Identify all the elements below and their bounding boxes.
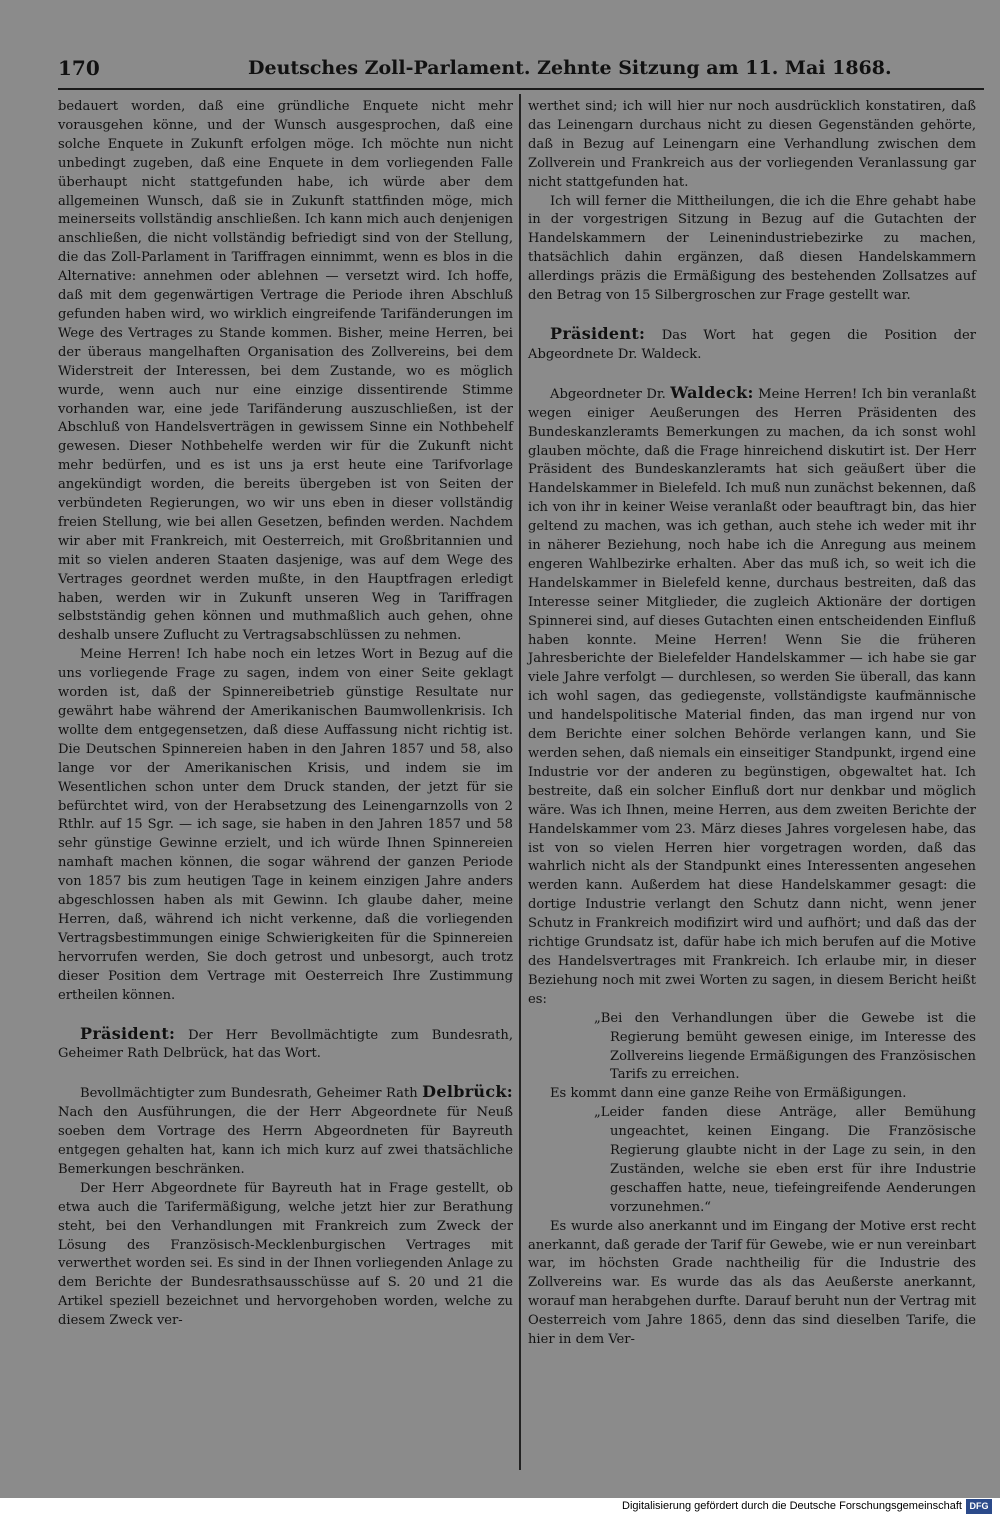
paragraph xyxy=(528,1218,976,1350)
speaker-name: Präsident: xyxy=(550,323,646,343)
paragraph-text: Ich will ferner die Mittheilungen, die ich die Ehre gehabt habe in der vorgestrigen Sitzung in Bezug auf die Gutachten der Handelskammern der Leinenindustriebezirke zu machen, thatsächlich dahin ergänzen, daß diesen Handelskammern allerdings präzis die Ermäßigung des bestehenden Zollsatzes auf den Betrag von 15 Silbergroschen zur Frage gestellt war. xyxy=(528,193,976,304)
paragraph-text: werthet sind; ich will hier nur noch ausdrücklich konstatiren, daß das Leinengarn durchaus nicht zu diesen Gegenständen gehörte, daß in Bezug auf Leinengarn eine Verhandlung zwischen dem Zollverein und Frankreich aus der vorliegenden Veranlassung gar nicht stattgefunden hat. xyxy=(528,99,976,190)
speaker-title: Bevollmächtigter zum Bundesrath, Geheimer Rath xyxy=(80,1086,423,1102)
paragraph-text: Der Herr Bevollmächtigte zum Bundesrath, Geheimer Rath Delbrück, hat das Wort. xyxy=(58,1027,513,1062)
paragraph xyxy=(528,193,976,306)
page-header xyxy=(58,56,984,84)
speaker-paragraph xyxy=(528,325,976,365)
speaker-name: Waldeck: xyxy=(670,382,754,402)
paragraph xyxy=(58,1180,513,1331)
paragraph xyxy=(528,1085,976,1104)
speaker-name: Präsident: xyxy=(80,1023,176,1043)
paragraph-text: Das Wort hat gegen die Position der Abgeordnete Dr. Waldeck. xyxy=(528,327,976,362)
header-rule xyxy=(58,88,984,90)
column-divider xyxy=(519,94,521,1470)
paragraph-text: Meine Herren! Ich bin veranlaßt wegen einiger Aeußerungen des Herren Präsidenten des Bundeskanzleramts Bemerkungen zu machen, da ich sonst wohl glauben möchte, daß die Frage hinreichend diskutirt ist. Der Herr Präsident des Bundeskanzleramts hat sich geäußert über die Handelskammer in Bielefeld. Ich muß nun zunächst bekennen, daß ich von ihr in keiner Weise veranlaßt oder beauftragt bin, das hier geltend zu machen, was ich gethan, auch stehe ich weder mit ihr in näherer Beziehung, noch habe ich die Anregung aus meinem engeren Wahlbezirke erhalten. Aber das muß ich, so weit ich die Handelskammer in Bielefeld kenne, durchaus bestreiten, daß das Interesse seiner Mitglieder, die zugleich Aktionäre der dortigen Spinnerei sind, auf dieses Gutachten einen entscheidenden Einfluß haben konnte. Meine Herren! Wenn Sie die früheren Jahresberichte der Bielefelder Handelskammer — ich habe sie gar viele Jahre verfolgt — durchlesen, so werden Sie überall, das kann ich wohl sagen, das gediegenste, vollständigste kaufmännische und handelspolitische Material finden, das man irgend nur von dem Berichte einer solchen Behörde verlangen kann, und Sie werden sehen, daß niemals ein einseitiger Standpunkt, irgend eine Industrie vor der anderen zu begünstigen, obgewaltet hat. Ich bestreite, daß ein solcher Einfluß dort nur denkbar und möglich wäre. Was ich Ihnen, meine Herren, aus dem zweiten Berichte der Handelskammer vom 23. März dieses Jahres vorgelesen habe, das ist von so vielen Herren hier vorgetragen worden, daß das wahrlich nicht als der Standpunkt eines Interessenten angesehen werden kann. Außerdem hat diese Handelskammer gesagt: die dortige Industrie verlangt den Schutz dann nicht, wenn jener Schutz in Frankreich modifizirt wird und aufhört; und daß das der richtige Grundsatz ist, dafür habe ich mich berufen auf die Motive des Handelsvertrages mit Frankreich. Ich erlaube mir, in dieser Beziehung noch mit zwei Worten zu sagen, in diesem Bericht heißt es: xyxy=(528,386,977,1007)
paragraph-text: bedauert worden, daß eine gründliche Enquete nicht mehr vorausgehen könne, und der Wunsch ausgesprochen, daß eine solche Enquete in Zukunft erfolgen möge. Ich möchte nun nicht unbedingt zugeben, daß eine Enquete in dem vorliegenden Falle überhaupt nicht stattgefunden habe, ich würde aber dem allgemeinen Wunsch, daß sie in Zukunft stattfinden möge, mich meinerseits vollständig anschließen. Ich kann mich auch denjenigen anschließen, die nicht vollständig befriedigt sind von der Stellung, die das Zoll-Parlament in Tariffragen einnimmt, wenn es blos in die Alternative: annehmen oder ablehnen — versetzt wird. Ich hoffe, daß mit dem gegenwärtigen Vertrage die Periode ihren Abschluß gefunden haben wird, wo wirklich eingreifende Tarifänderungen im Wege des Vertrages zu Stande kommen. Bisher, meine Herren, bei der überaus mangelhaften Organisation des Zollvereins, bei dem Widerstreit der Interessen, bei dem Zustande, wo es möglich wurde, wenn auch nur eine einzige dissentirende Stimme vorhanden war, eine jede Tarifänderung auszuschließen, ist der Abschluß von Handelsverträgen in gewissem Sinne ein Nothbehelf gewesen. Dieser Nothbehelfe werden wir für die Zukunft nicht mehr bedürfen, und es ist uns ja erst heute eine Tarifvorlage angekündigt worden, die bereits übergeben ist von Seiten der verbündeten Regierungen, wo wir uns eben in dieser vollständig freien Stellung, wie bei allen Gesetzen, befinden werden. Nachdem wir aber mit Frankreich, mit Oesterreich, mit Großbritannien und mit so vielen anderen Staaten dasjenige, was auf dem Wege des Vertrages geordnet werden mußte, in den Hauptfragen erledigt haben, werden wir in Zukunft unseren Weg in Tariffragen selbstständig gehen können und muthmaßlich auch gehen, ohne deshalb unsere Zuflucht zu Vertragsabschlüssen zu nehmen. xyxy=(58,99,513,644)
paragraph-text: Der Herr Abgeordnete für Bayreuth hat in Frage gestellt, ob etwa auch die Tarifermäßigung, welche jetzt hier zur Berathung steht, bei den Verhandlungen mit Frankreich zum Zweck der Lösung des Französisch-Mecklenburgischen Vertrages mit verwerthet worden sei. Es sind in der Ihnen vorliegenden Anlage zu dem Berichte der Bundesrathsausschüsse auf S. 20 und 21 die Artikel speziell bezeichnet und hervorgehoben worden, welche zu diesem Zweck ver- xyxy=(58,1180,513,1329)
paragraph-text: Nach den Ausführungen, die der Herr Abgeordnete für Neuß soeben dem Vortrage des Herrn Abgeordneten für Bayreuth entgegen gehalten hat, kann ich mich kurz auf zwei thatsächliche Bemerkungen beschränken. xyxy=(58,1105,513,1177)
speaker-name: Delbrück: xyxy=(422,1082,513,1102)
left-column xyxy=(58,98,513,1331)
page-number: 170 xyxy=(58,56,100,80)
paragraph-text: Es wurde also anerkannt und im Eingang der Motive erst recht anerkannt, daß gerade der Tarif für Gewebe, wie er nun vereinbart war, im höchsten Grade nachtheilig für die Industrie des Zollvereins war. Es wurde das als das Aeußerste anerkannt, worauf man herabgehen durfte. Darauf beruht nun der Vertrag mit Oesterreich vom Jahre 1865, denn das sind dieselben Tarife, die hier in dem Ver- xyxy=(528,1218,976,1348)
paragraph-text: „Leider fanden diese Anträge, aller Bemühung ungeachtet, keinen Eingang. Die Französische Regierung glaubte nicht in der Lage zu sein, in den Zuständen, welche sie eben erst für ihre Industrie geschaffen hatte, neue, tiefeingreifende Aenderungen vorzunehmen.“ xyxy=(594,1105,976,1215)
paragraph-text: „Bei den Verhandlungen über die Gewebe ist die Regierung bemüht gewesen einige, im Interesse des Zollvereins liegende Ermäßigungen des Französischen Tarifs zu erreichen. xyxy=(594,1010,976,1083)
footer xyxy=(0,1498,1000,1517)
speaker-paragraph xyxy=(528,384,976,1010)
speaker-paragraph xyxy=(58,1025,513,1065)
quote-paragraph xyxy=(528,1104,976,1217)
paragraph-text: Meine Herren! Ich habe noch ein letzes Wort in Bezug auf die uns vorliegende Frage zu sagen, indem von einer Seite geklagt worden ist, daß der Spinnereibetrieb günstige Resultate nur gewährt habe während der Amerikanischen Baumwollenkrisis. Ich wollte dem entgegensetzen, daß diese Auffassung nicht richtig ist. Die Deutschen Spinnereien haben in den Jahren 1857 und 58, also lange vor der Amerikanischen Krisis, und indem sie im Wesentlichen schon unter dem Druck standen, der jetzt für sie befürchtet wird, von der Herabsetzung des Leinengarnzolls von 2 Rthlr. auf 15 Sgr. — ich sage, sie haben in den Jahren 1857 und 58 sehr günstige Gewinne erzielt, und ich würde Ihnen Spinnereien namhaft machen können, die sogar während der ganzen Periode von 1857 bis zum heutigen Tage in keinem einzigen Jahre anders abgeschlossen haben als mit Gewinn. Ich glaube daher, meine Herren, daß, während ich nicht verkenne, daß die vorliegenden Vertragsbestimmungen einige Schwierigkeiten für die Spinnereien hervorrufen werden, Sie doch getrost und unbesorgt, auch trotz dieser Position dem Vertrage mit Oesterreich Ihre Zustimmung ertheilen können. xyxy=(58,647,513,1003)
dfg-logo: DFG xyxy=(966,1499,992,1514)
paragraph-text: Es kommt dann eine ganze Reihe von Ermäßigungen. xyxy=(550,1086,907,1102)
speaker-title: Abgeordneter Dr. xyxy=(550,386,671,402)
footer-credit: Digitalisierung gefördert durch die Deutsche Forschungsgemeinschaft xyxy=(622,1500,962,1512)
paragraph xyxy=(58,646,513,1005)
right-column xyxy=(528,98,976,1350)
running-title: Deutsches Zoll-Parlament. Zehnte Sitzung am 11. Mai 1868. xyxy=(248,57,892,79)
paragraph xyxy=(528,98,976,193)
quote-paragraph xyxy=(528,1010,976,1086)
speaker-paragraph xyxy=(58,1083,513,1180)
paragraph xyxy=(58,98,513,646)
